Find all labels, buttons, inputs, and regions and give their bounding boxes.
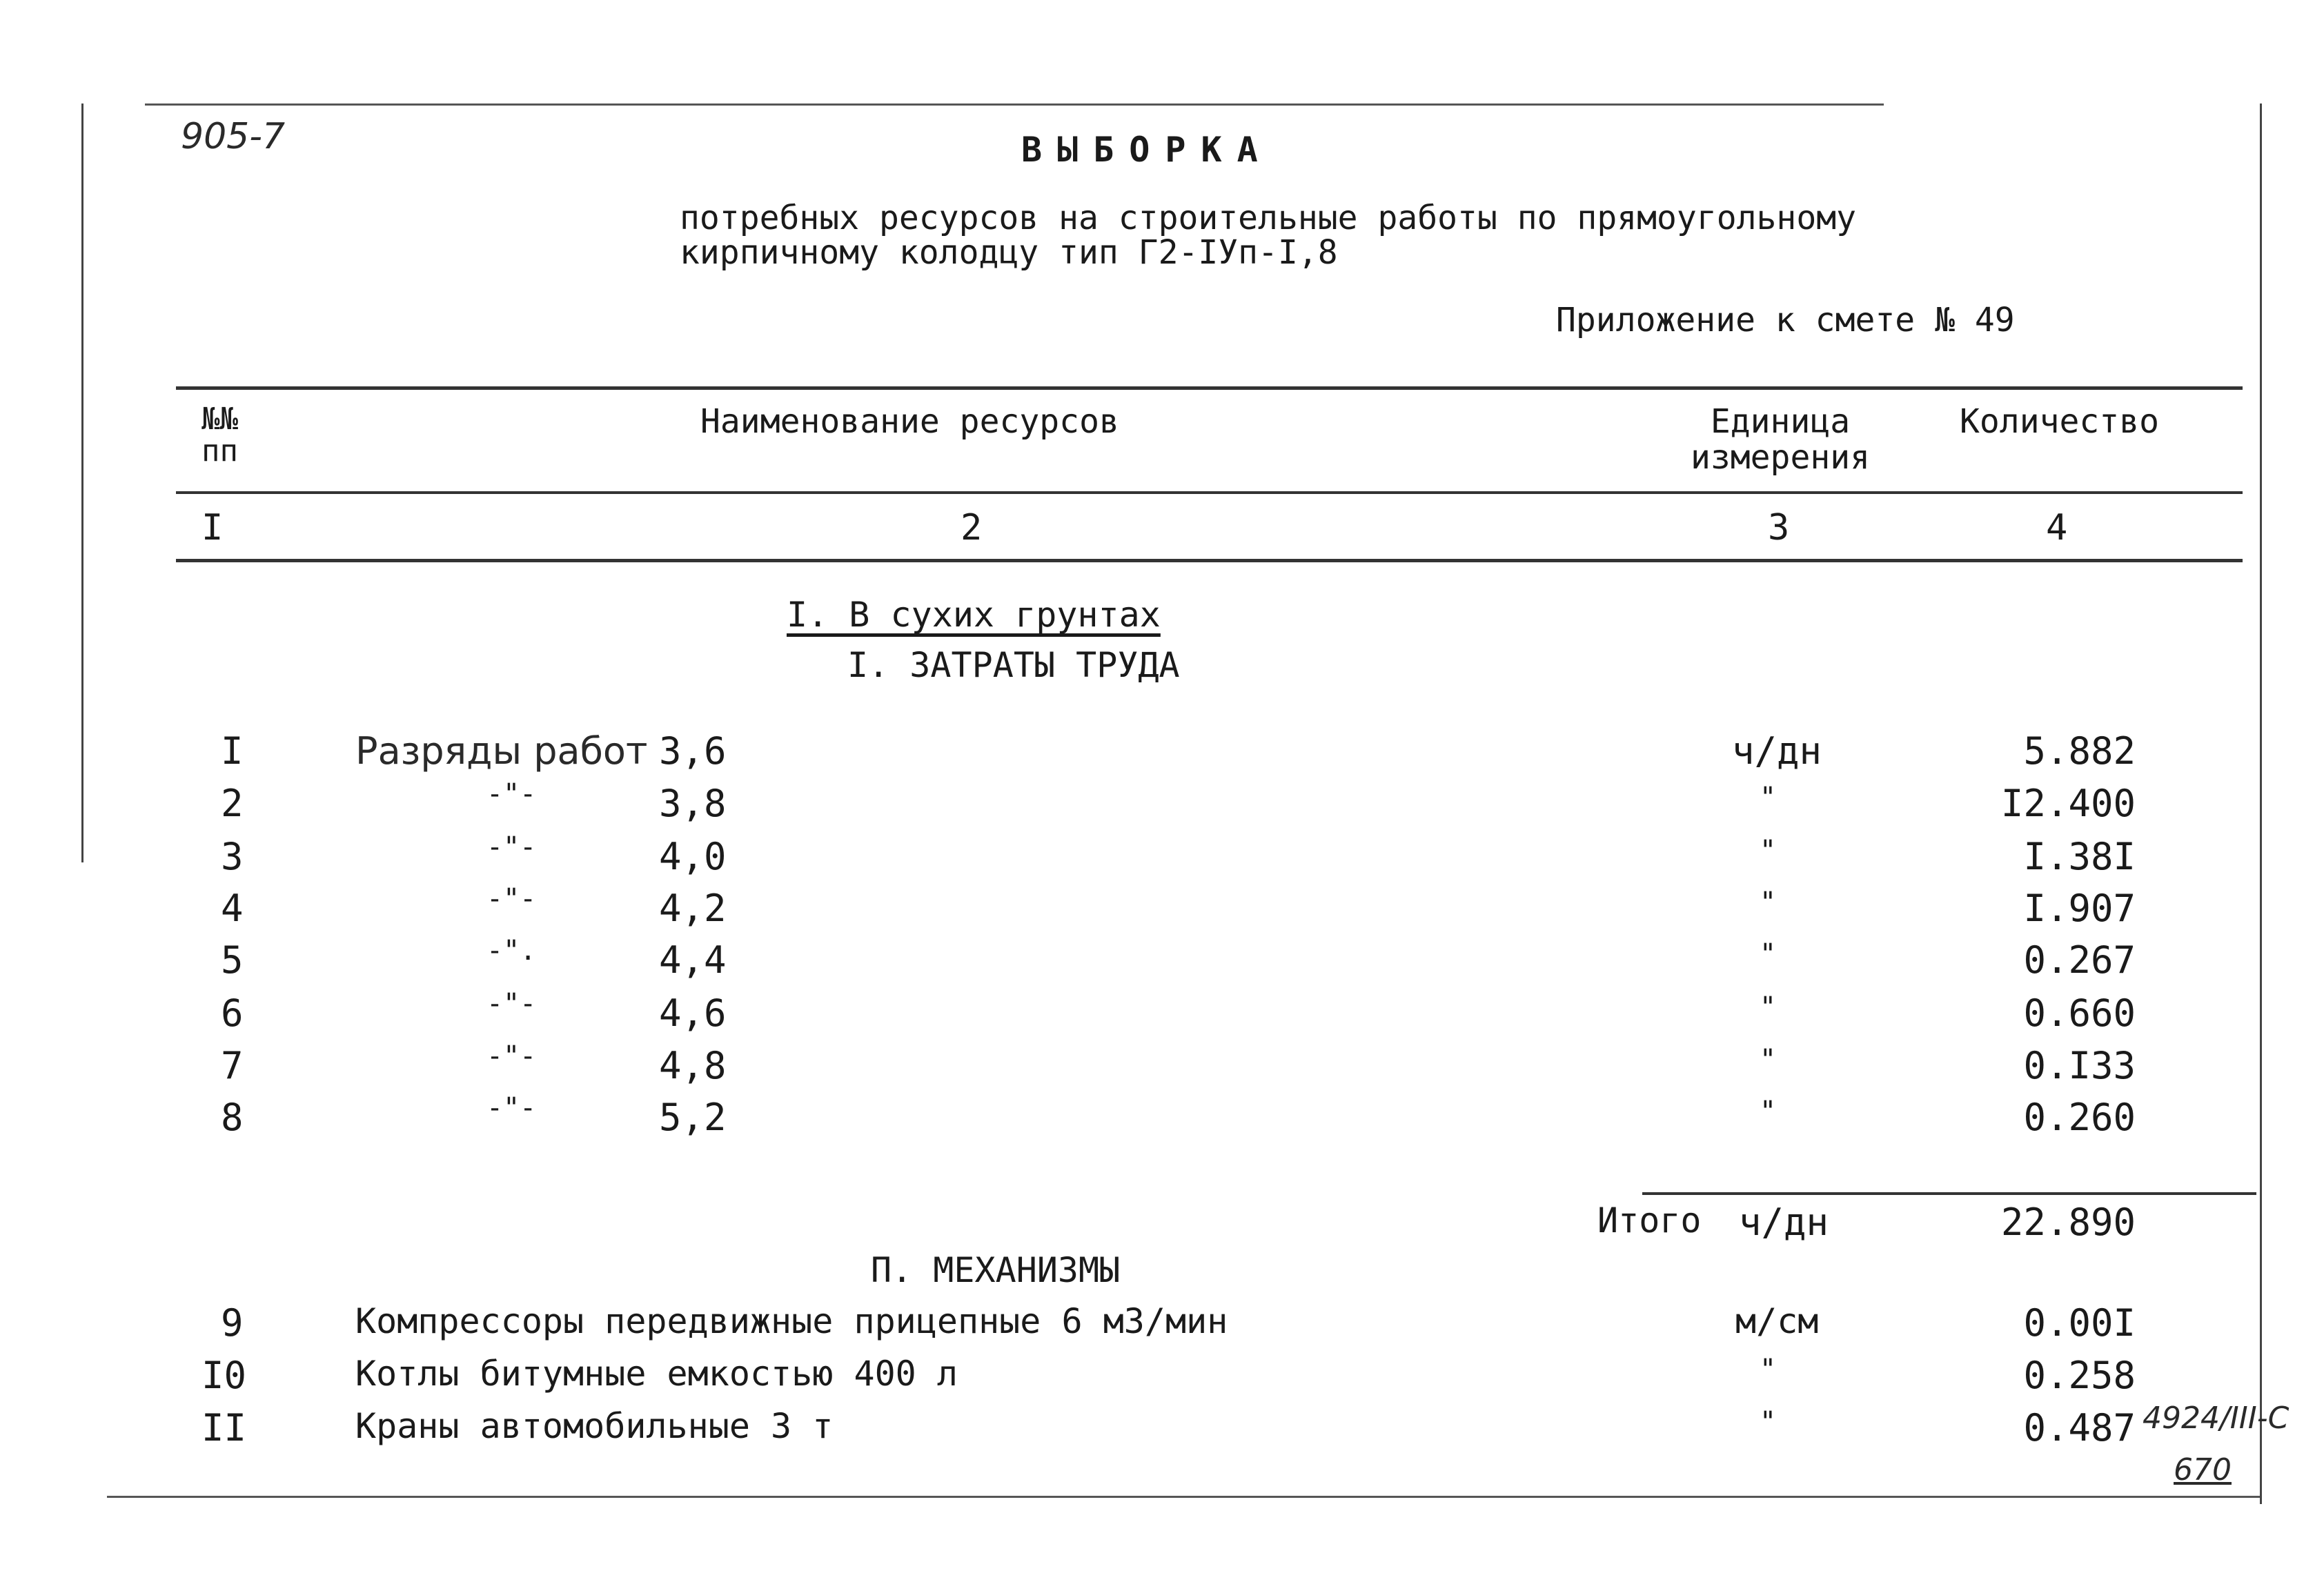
row-number: 9: [221, 1301, 244, 1345]
row-resource-name: Краны автомобильные 3 т: [355, 1406, 834, 1446]
row-resource-name: -"-: [486, 883, 537, 915]
section-heading-dry-soil: I. В сухих грунтах: [787, 595, 1161, 635]
top-border-line: [145, 103, 1884, 106]
total-unit: ч/дн: [1739, 1200, 1829, 1244]
row-grade: 4,4: [659, 938, 727, 982]
document-title: ВЫБОРКА: [1021, 130, 1273, 170]
row-quantity: 0.00I: [2023, 1301, 2136, 1345]
column-number-2: 2: [961, 507, 983, 549]
page-number: 670: [2174, 1452, 2232, 1488]
row-quantity: I.907: [2023, 887, 2136, 930]
row-resource-name: -"-: [486, 831, 537, 863]
row-number: 8: [221, 1096, 244, 1139]
row-resource-name: Компрессоры передвижные прицепные 6 м3/мин: [355, 1301, 1228, 1341]
row-grade: 4,6: [659, 991, 727, 1035]
table-header-bottom-line: [176, 491, 2243, 494]
column-number-4: 4: [2046, 507, 2068, 549]
row-resource-name: -".: [486, 935, 537, 967]
row-number: I: [221, 729, 244, 773]
row-grade: 3,8: [659, 782, 727, 825]
bottom-border-line: [107, 1496, 2260, 1498]
row-number: 2: [221, 782, 244, 825]
row-number: 7: [221, 1044, 244, 1087]
row-quantity: 0.267: [2023, 938, 2136, 982]
row-unit: ": [1760, 991, 1777, 1023]
document-code: 905-7: [181, 116, 286, 157]
row-unit: ": [1760, 782, 1777, 813]
row-grade: 4,8: [659, 1044, 727, 1087]
row-number: II: [201, 1406, 247, 1450]
table-top-line: [176, 386, 2243, 390]
column-number-1: I: [201, 507, 224, 549]
header-number-line-1: №№: [201, 402, 238, 437]
margin-note: 4924/III-С: [2143, 1401, 2289, 1436]
header-unit-line-1: Единица: [1710, 402, 1851, 441]
row-quantity: 5.882: [2023, 729, 2136, 773]
header-resource-name: Наименование ресурсов: [700, 402, 1119, 441]
row-unit: ": [1760, 835, 1777, 867]
total-line: [1642, 1192, 2256, 1195]
subsection-heading-labor: I. ЗАТРАТЫ ТРУДА: [847, 645, 1180, 685]
header-unit-line-2: измерения: [1690, 438, 1871, 477]
row-unit: ": [1760, 938, 1777, 970]
row-unit: ": [1760, 1096, 1777, 1127]
row-unit: ч/дн: [1732, 729, 1822, 773]
total-quantity: 22.890: [2000, 1200, 2136, 1244]
row-quantity: 0.660: [2023, 991, 2136, 1035]
header-unit: [1670, 404, 1891, 475]
row-quantity: I2.400: [2000, 782, 2136, 825]
row-quantity: I.38I: [2023, 835, 2136, 878]
row-unit: ": [1760, 1044, 1777, 1076]
row-number: 6: [221, 991, 244, 1035]
column-number-3: 3: [1768, 507, 1790, 549]
row-unit: ": [1760, 887, 1777, 918]
header-quantity: Количество: [1960, 402, 2159, 441]
row-quantity: 0.260: [2023, 1096, 2136, 1139]
subtitle-line-1: потребных ресурсов на строительные работы по прямоугольному: [680, 199, 1857, 237]
total-label: Итого: [1597, 1200, 1702, 1241]
row-quantity: 0.I33: [2023, 1044, 2136, 1087]
appendix-label: Приложение к смете № 49: [1556, 301, 2015, 339]
subsection-heading-mechanisms: П. МЕХАНИЗМЫ: [871, 1250, 1121, 1290]
row-grade: 5,2: [659, 1096, 727, 1139]
row-grade: 4,2: [659, 887, 727, 930]
header-number: [201, 404, 238, 467]
row-unit: ": [1760, 1406, 1777, 1438]
row-resource-name: -"-: [486, 988, 537, 1020]
row-resource-name: Котлы битумные емкостью 400 л: [355, 1354, 958, 1394]
left-border-line: [81, 103, 83, 862]
row-resource-name: -"-: [486, 1040, 537, 1072]
header-number-line-2: пп: [201, 433, 238, 468]
subtitle-line-2: кирпичному колодцу тип Г2-IУп-I,8: [680, 233, 1338, 272]
row-unit: м/см: [1735, 1301, 1819, 1341]
row-number: 5: [221, 938, 244, 982]
row-number: 3: [221, 835, 244, 878]
row-number: 4: [221, 887, 244, 930]
row-quantity: 0.258: [2023, 1354, 2136, 1397]
right-border-line: [2260, 103, 2262, 1504]
row-grade: 3,6: [659, 729, 727, 773]
row-resource-name: Разряды работ: [355, 729, 648, 773]
row-resource-name: -"-: [486, 778, 537, 810]
row-unit: ": [1760, 1354, 1777, 1385]
row-quantity: 0.487: [2023, 1406, 2136, 1450]
row-resource-name: -"-: [486, 1092, 537, 1124]
column-numbers-bottom-line: [176, 559, 2243, 562]
row-grade: 4,0: [659, 835, 727, 878]
row-number: I0: [201, 1354, 247, 1397]
